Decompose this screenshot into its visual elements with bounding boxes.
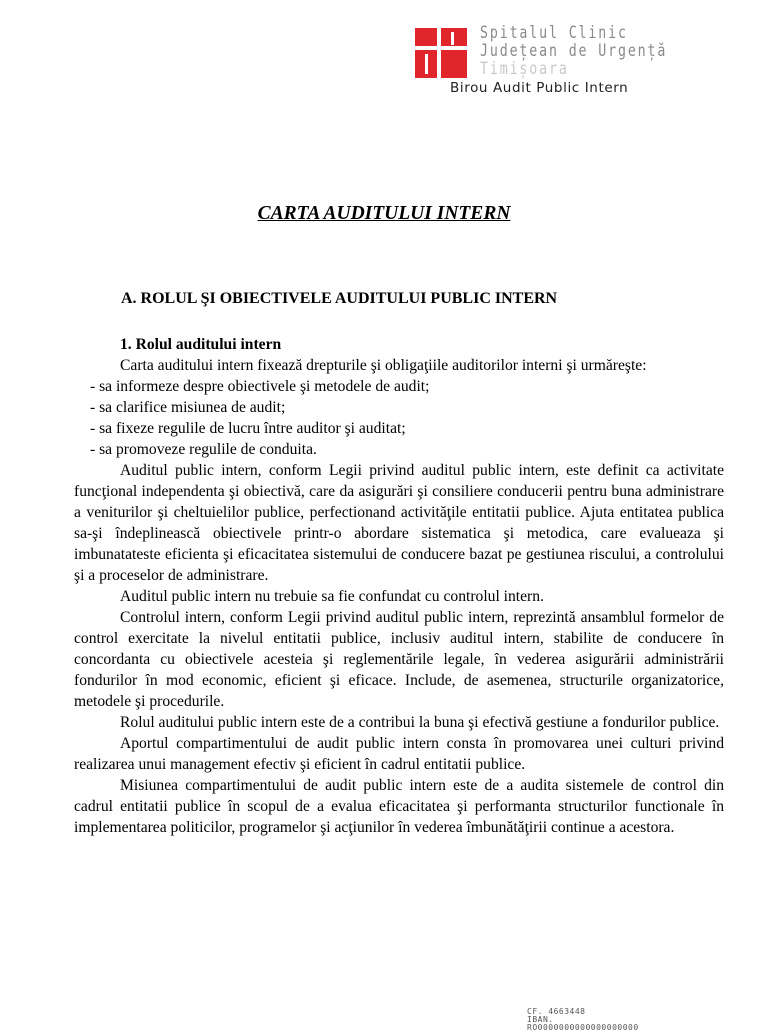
body-paragraph: Aportul compartimentului de audit public intern consta în promovarea unei culturi privind realizarea unui management efectiv şi eficient în cadrul entitatii publice. <box>74 735 724 773</box>
hospital-cross-logo-icon <box>415 28 467 78</box>
footer-codes <box>527 1008 667 1032</box>
body-paragraph: Rolul auditului public intern este de a contribui la buna şi efectivă gestiune a fondurilor publice. <box>120 714 720 731</box>
bullet-item: - sa informeze despre obiectivele şi metodele de audit; <box>90 378 430 395</box>
hospital-name-logo <box>480 24 710 78</box>
document-title: CARTA AUDITULUI INTERN <box>257 203 511 224</box>
subheading-rolul-auditului: 1. Rolul auditului intern <box>120 336 282 353</box>
footer-code-line: IBAN. RO0000000000000000000 <box>527 1015 639 1032</box>
bullet-item: - sa fixeze regulile de lucru între auditor şi auditat; <box>90 420 406 437</box>
body-paragraph: Auditul public intern nu trebuie sa fie confundat cu controlul intern. <box>120 588 544 605</box>
body-paragraph: Controlul intern, conform Legii privind auditul public intern, reprezintă ansamblul formelor de control exercitate la nivelul entitatii publice, inclusiv auditul intern, stabilite de conducere în concordanta cu obiectivele acesteia şi reglementările legale, în vederea asigurării administrării fondurilor în mod economic, eficient şi eficace. Include, de asemenea, structurile organizatorice, metodele şi procedurile. <box>74 609 724 710</box>
logo-line-1: Spitalul Clinic <box>480 23 628 43</box>
logo-line-3: Timișoara <box>480 59 569 79</box>
logo-line-2: Județean de Urgență <box>480 41 668 61</box>
body-paragraph: Auditul public intern, conform Legii privind auditul public intern, este definit ca activitate funcţional independenta şi obiectivă, care da asigurări şi consiliere conducerii pentru buna administrare a veniturilor şi cheltuielilor publice, perfectionand activităţile entitatii publice. Ajuta entitatea publica sa-şi îndeplinească obiectivele printr-o abordare sistematica şi metodica, care evalueaza şi imbunatateste eficienta şi eficacitatea sistemului de conducere bazat pe gestiunea riscului, a controlului şi a proceselor de administrare. <box>74 462 724 584</box>
page-header <box>0 0 768 110</box>
department-name: Birou Audit Public Intern <box>450 80 629 96</box>
body-paragraph: Misiunea compartimentului de audit public intern este de a audita sistemele de control din cadrul entitatii publice în scopul de a evalua eficacitatea şi performanta structurilor functionale în implementarea politicilor, programelor şi acţiunilor în vederea îmbunătăţirii continue a acestora. <box>74 777 724 836</box>
bullet-item: - sa promoveze regulile de conduita. <box>90 441 317 458</box>
document-body <box>74 334 724 838</box>
footer-code-line: CF. 4663448 <box>527 1007 586 1016</box>
intro-paragraph: Carta auditului intern fixează drepturile şi obligaţiile auditorilor interni şi urmăreşte: <box>120 357 647 374</box>
bullet-item: - sa clarifice misiunea de audit; <box>90 399 286 416</box>
section-heading-a: A. ROLUL ŞI OBIECTIVELE AUDITULUI PUBLIC INTERN <box>121 290 558 307</box>
